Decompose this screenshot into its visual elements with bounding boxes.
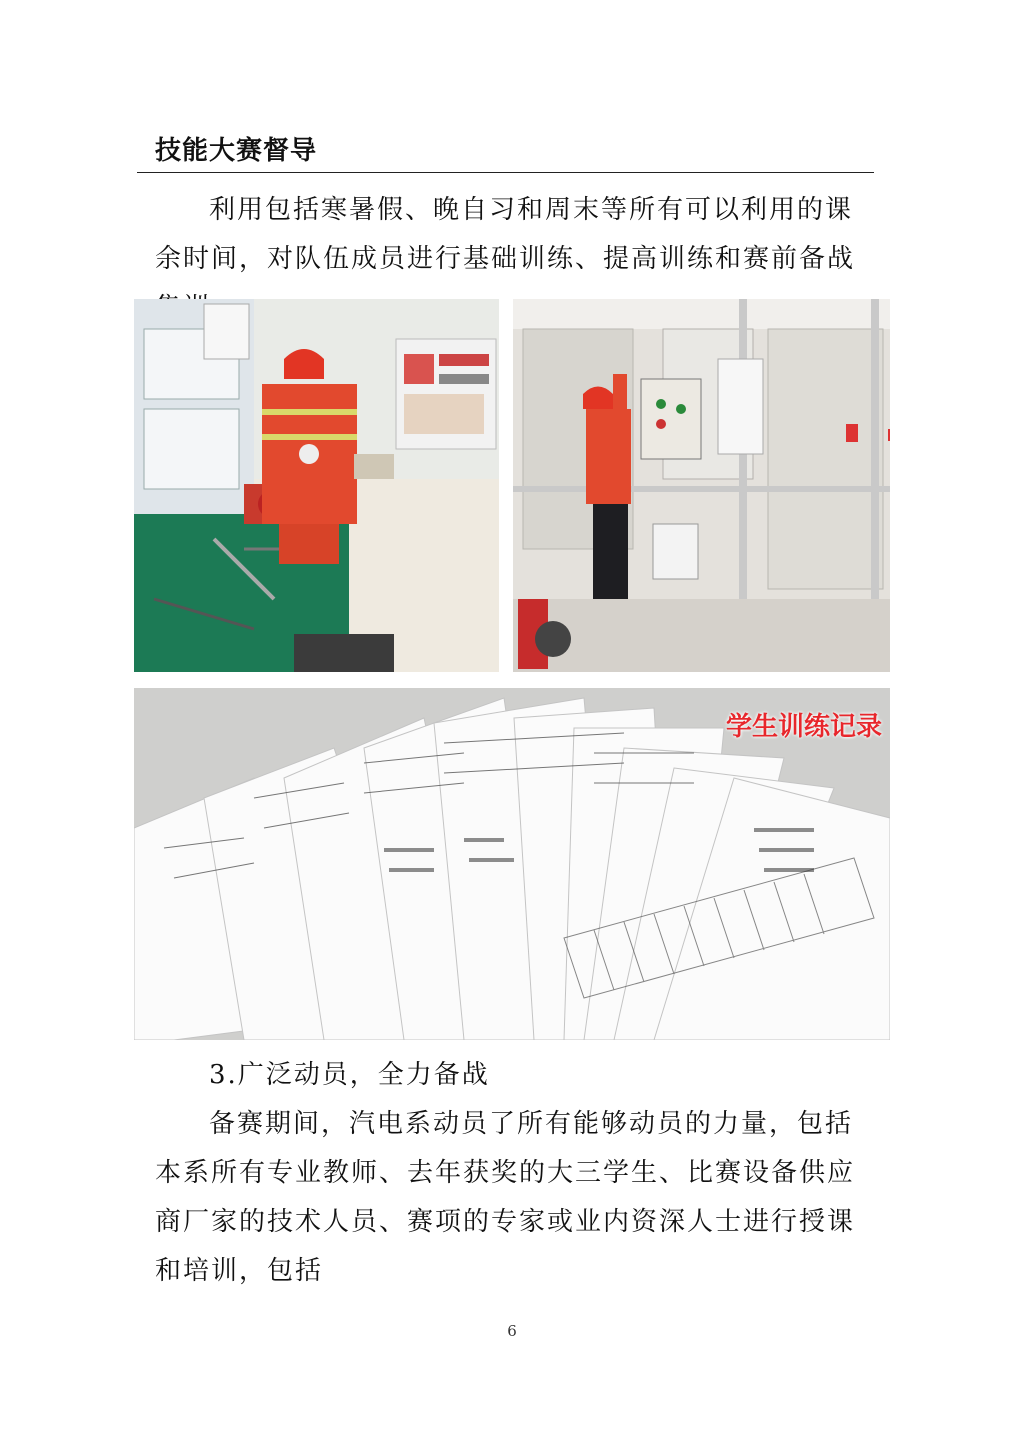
section-heading: 3.广泛动员，全力备战: [209, 1060, 490, 1090]
photo-panel-training: [513, 299, 890, 672]
page-number: 6: [507, 1322, 517, 1340]
paragraph-training-time: 利用包括寒暑假、晚自习和周末等所有可以利用的课余时间，对队伍成员进行基础训练、提高训练和赛前备战: [155, 195, 856, 274]
photo-workbench-training: [134, 299, 499, 672]
paragraph-mobilization: 备赛期间，汽电系动员了所有能够动员的力量，包括本系所有专业教师、去年获奖的大三学生、比赛设备供应商厂家的技术人员、赛项的专家或业内资深人士进行授课和培训，包括: [155, 1109, 856, 1286]
header-divider: [137, 172, 874, 173]
training-records-label: 学生训练记录: [725, 712, 882, 742]
photo-training-records: [134, 688, 890, 1040]
header-title: 技能大赛督导: [155, 136, 318, 166]
